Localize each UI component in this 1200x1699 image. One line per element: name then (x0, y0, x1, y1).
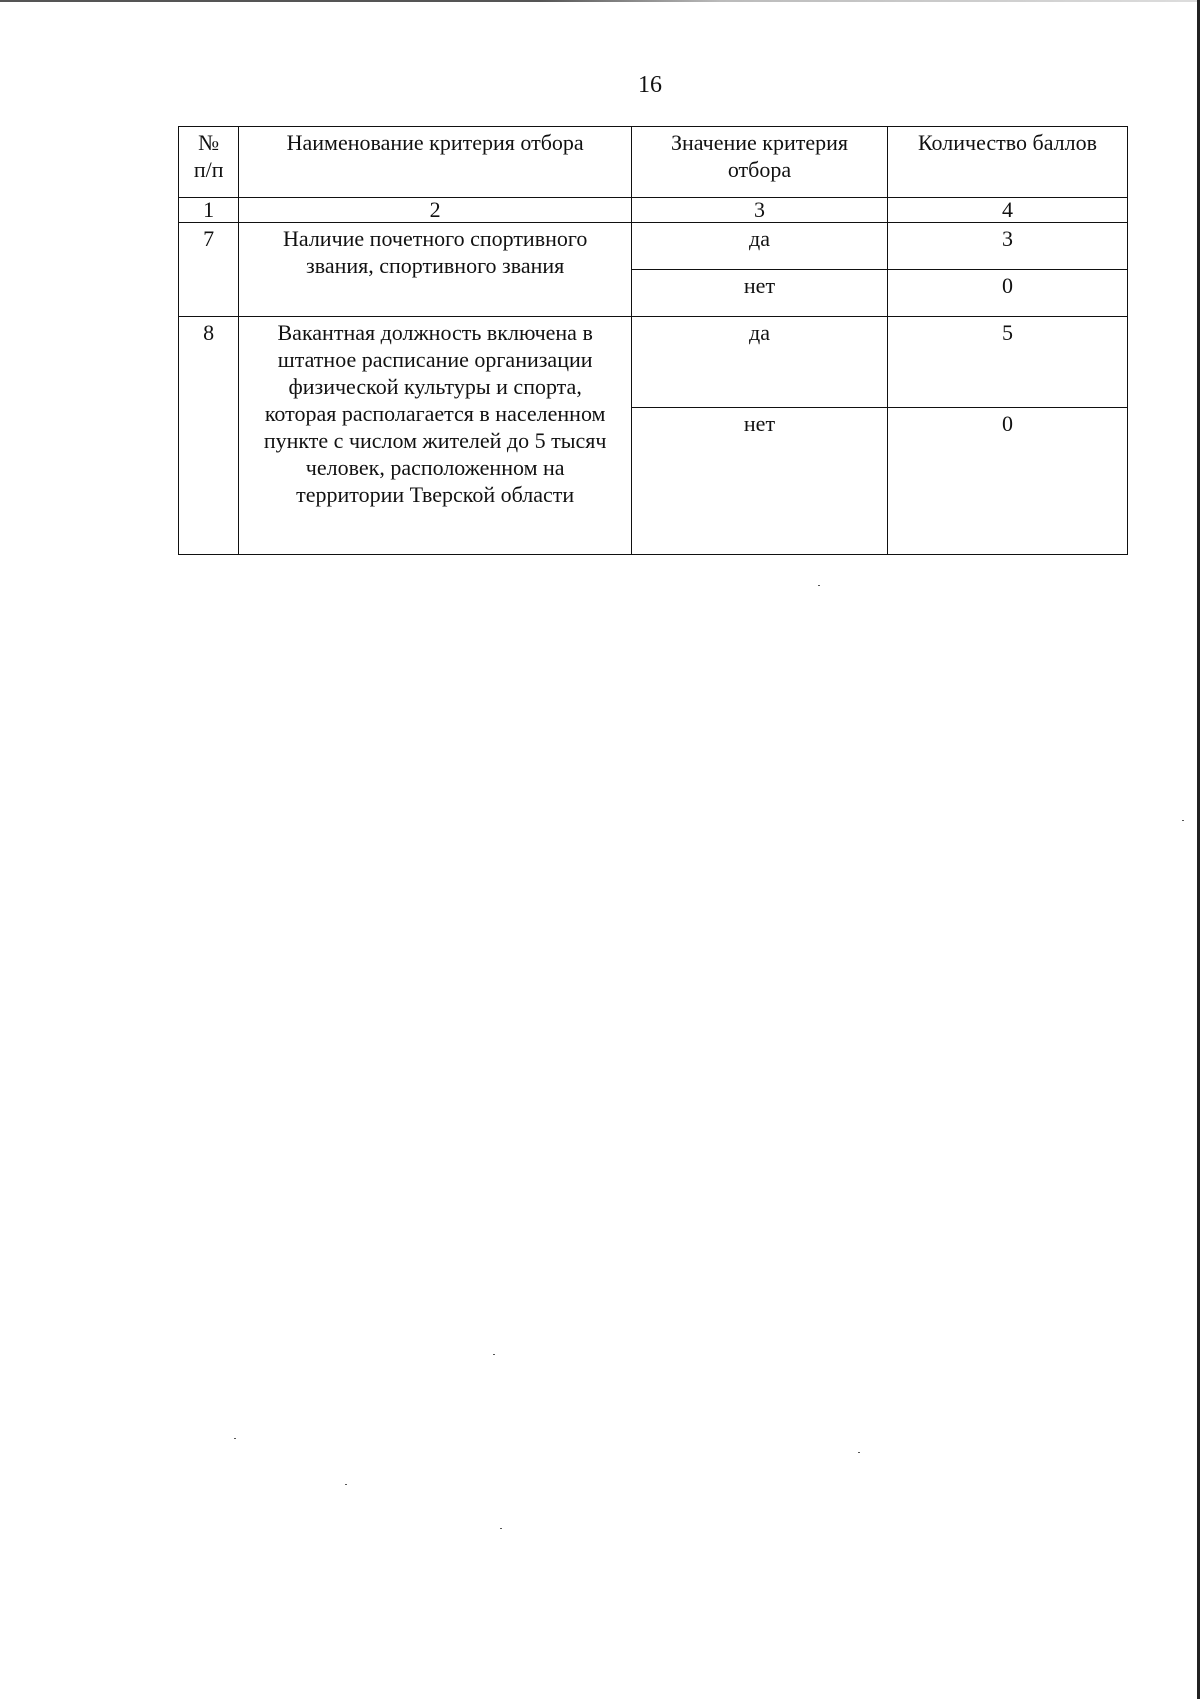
column-index: 4 (887, 198, 1127, 223)
scan-speck (818, 585, 820, 586)
header-criterion-value: Значение критерия отбора (632, 127, 888, 198)
column-index: 3 (632, 198, 888, 223)
scan-speck (858, 1452, 860, 1453)
score-value: 0 (887, 408, 1127, 555)
header-number-label: № п/п (193, 130, 224, 182)
header-number (179, 127, 239, 198)
row-number: 8 (179, 317, 239, 555)
criterion-value: нет (632, 270, 888, 317)
criterion-value: да (632, 223, 888, 270)
criterion-name: Наличие почетного спортивного звания, спортивного звания (239, 223, 632, 317)
scan-top-edge (0, 0, 1200, 2)
criteria-table (178, 126, 1128, 555)
criterion-name: Вакантная должность включена в штатное расписание организации физической культуры и спорта, которая располагается в населенном пункте с числом жителей до 5 тысяч человек, расположенном на территории Тверской области (239, 317, 632, 555)
scan-speck (493, 1354, 495, 1355)
header-criterion-name: Наименование критерия отбора (239, 127, 632, 198)
table-row (179, 223, 1128, 270)
criterion-value: да (632, 317, 888, 408)
scan-speck (234, 1438, 236, 1439)
scan-speck (345, 1484, 347, 1485)
row-number: 7 (179, 223, 239, 317)
column-index-row (179, 198, 1128, 223)
scan-speck (1182, 820, 1184, 821)
page-number: 16 (638, 72, 662, 98)
header-score: Количество баллов (887, 127, 1127, 198)
table-header-row (179, 127, 1128, 198)
score-value: 5 (887, 317, 1127, 408)
score-value: 0 (887, 270, 1127, 317)
criterion-value: нет (632, 408, 888, 555)
column-index: 2 (239, 198, 632, 223)
table-row (179, 317, 1128, 408)
column-index: 1 (179, 198, 239, 223)
score-value: 3 (887, 223, 1127, 270)
scan-speck (500, 1528, 502, 1529)
